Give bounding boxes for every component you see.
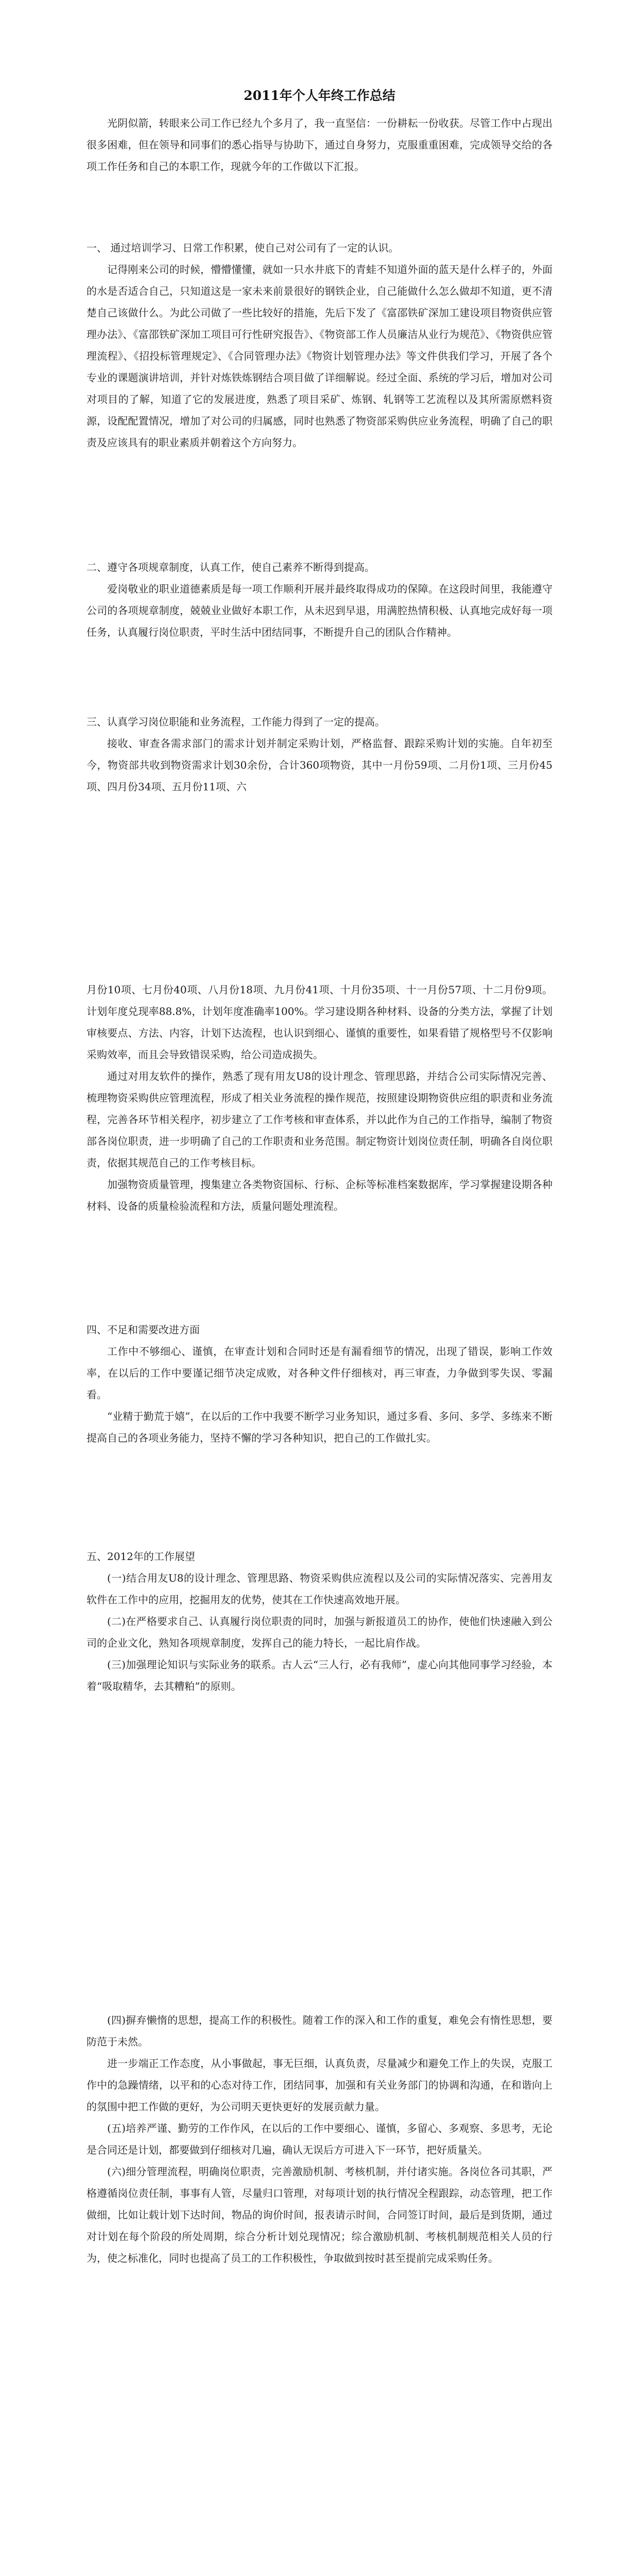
section-paragraph: 通过对用友软件的操作，熟悉了现有用友U8的设计理念、管理思路，并结合公司实际情况完善、梳理物资采购供应管理流程，形成了相关业务流程的操作规范，按照建设期物资供应组的职责和业务流程，完善各环节相关程序，初步建立了工作考核和审查体系，并以此作为自己的工作指导，编制了物资部各岗位职责，进一步明确了自己的工作职责和业务范围。制定物资计划岗位责任制，明确各自岗位职责，依据其规范自己的工作考核目标。	[87, 1070, 552, 1169]
section-5-continued	[87, 2009, 552, 2269]
section-5	[87, 1546, 552, 1697]
section-paragraph: (四)摒弃懒惰的思想，提高工作的积极性。随着工作的深入和工作的重复，难免会有惰性思想，要防范于未然。	[87, 2014, 552, 2048]
section-paragraph: 记得刚来公司的时候，懵懵懂懂，就如一只水井底下的青蛙不知道外面的蓝天是什么样子的，外面的水是否适合自己，只知道这是一家未来前景很好的钢铁企业，自己能做什么怎么做却不知道，更不清楚自己该做什么。为此公司做了一些比较好的措施，先后下发了《富邵铁矿深加工建设项目物资供应管理办法》、《富邵铁矿深加工项目可行性研究报告》、《物资部工作人员廉洁从业行为规范》、《物资供应管理流程》、《招投标管理规定》、《合同管理办法》《物资计划管理办法》等文件供我们学习，开展了各个专业的课题演讲培训，并针对炼铁炼钢结合项目做了详细解说。经过全面、系统的学习后，增加对公司对项目的了解，知道了它的发展进度，熟悉了项目采矿、炼钢、轧钢等工艺流程以及其所需原燃料资源，设配配置情况，增加了对公司的归属感，同时也熟悉了物资部采购供应业务流程，明确了自己的职责及应该具有的职业素质并朝着这个方向努力。	[87, 263, 552, 449]
section-paragraph: (一)结合用友U8的设计理念、管理思路、物资采购供应流程以及公司的实际情况落实、完善用友软件在工作中的应用，挖掘用友的优势，使其在工作快速高效地开展。	[87, 1572, 552, 1606]
section-paragraph: 爱岗敬业的职业道德素质是每一项工作顺利开展并最终取得成功的保障。在这段时间里，我能遵守公司的各项规章制度，兢兢业业做好本职工作，从未迟到早退，用满腔热情积极、认真地完成好每一项任务，认真履行岗位职责，平时生活中团结同事，不断提升自己的团队合作精神。	[87, 583, 552, 638]
section-2	[87, 556, 552, 643]
section-paragraph: (五)培养严谨、勤劳的工作作风，在以后的工作中要细心、谨慎，多留心、多观察、多思考，无论是合同还是计划，都要做到仔细核对几遍，确认无误后方可进入下一环节，把好质量关。	[87, 2122, 552, 2156]
section-paragraph: (二)在严格要求自己、认真履行岗位职责的同时，加强与新报道员工的协作，使他们快速融入到公司的企业文化，熟知各项规章制度，发挥自己的能力特长，一起比肩作战。	[87, 1615, 552, 1649]
section-paragraph: (三)加强理论知识与实际业务的联系。古人云“三人行，必有我师”，虚心向其他同事学习经验，本着“吸取精华，去其糟粕”的原则。	[87, 1658, 552, 1692]
page-title: 2011年个人年终工作总结	[244, 88, 395, 103]
section-heading: 二、遵守各项规章制度，认真工作，使自己素养不断得到提高。	[87, 561, 375, 573]
section-paragraph: “业精于勤荒于嬉”，在以后的工作中我要不断学习业务知识，通过多看、多问、多学、多练来不断提高自己的各项业务能力，坚持不懈的学习各种知识，把自己的工作做扎实。	[87, 1410, 552, 1444]
section-paragraph: 进一步端正工作态度，从小事做起，事无巨细，认真负责，尽量减少和避免工作上的失误，克服工作中的急躁情绪，以平和的心态对待工作，团结同事，加强和有关业务部门的协调和沟通，在和谐向上的氛围中把工作做的更好，为公司明天更快更好的发展贡献力量。	[87, 2057, 552, 2113]
section-paragraph: 接收、审查各需求部门的需求计划并制定采购计划，严格监督、跟踪采购计划的实施。自年初至今，物资部共收到物资需求计划30余份，合计360项物资，其中一月份59项、二月份1项、三月份45项、四月份34项、五月份11项、六	[87, 737, 552, 793]
section-heading: 三、认真学习岗位职能和业务流程，工作能力得到了一定的提高。	[87, 716, 385, 728]
section-heading: 一、 通过培训学习、日常工作积累，使自己对公司有了一定的认识。	[87, 242, 399, 254]
section-heading: 四、不足和需要改进方面	[87, 1324, 200, 1336]
intro-paragraph: 光阴似箭，转眼来公司工作已经九个多月了，我一直坚信：一份耕耘一份收获。尽管工作中占现出很多困难，但在领导和同事们的悉心指导与协助下，通过自身努力，克服重重困难，完成领导交给的各项工作任务和自己的本职工作，现就今年的工作做以下汇报。	[87, 117, 552, 173]
section-3	[87, 711, 552, 798]
section-heading: 五、2012年的工作展望	[87, 1550, 195, 1563]
section-paragraph: (六)细分管理流程，明确岗位职责，完善激励机制、考核机制，并付诸实施。各岗位各司其职，严格遵循岗位责任制，事事有人管，尽量归口管理，对每项计划的执行情况全程跟踪，动态管理，把工作做细，比如让载计划下达时间，物品的询价时间，报表请示时间，合同签订时间，最后是到货期，通过对计划在每个阶段的所处周期，综合分析计划兑现情况；综合激励机制、考核机制规范相关人员的行为，使之标准化，同时也提高了员工的工作积极性，争取做到按时甚至提前完成采购任务。	[87, 2165, 552, 2264]
section-3-continued	[87, 979, 552, 1217]
intro-block	[87, 112, 552, 177]
section-4	[87, 1319, 552, 1449]
section-paragraph: 加强物资质量管理，搜集建立各类物资国标、行标、企标等标准档案数据库，学习掌握建设期各种材料、设备的质量检验流程和方法，质量问题处理流程。	[87, 1178, 552, 1212]
section-1	[87, 237, 552, 453]
section-paragraph-continued: 月份10项、七月份40项、八月份18项、九月份41项、十月份35项、十一月份57项、十二月份9项。计划年度兑现率88.8%，计划年度准确率100%。学习建设期各种材料、设备的分类方法，掌握了计划审核要点、方法、内容，计划下达流程，也认识到细心、谨慎的重要性，如果看错了规格型号不仅影响采购效率，而且会导致错误采购，给公司造成损失。	[87, 984, 552, 1061]
section-paragraph: 工作中不够细心、谨慎，在审查计划和合同时还是有漏看细节的情况，出现了错误，影响工作效率，在以后的工作中要谨记细节决定成败，对各种文件仔细核对，再三审查，力争做到零失误、零漏看。	[87, 1345, 552, 1401]
